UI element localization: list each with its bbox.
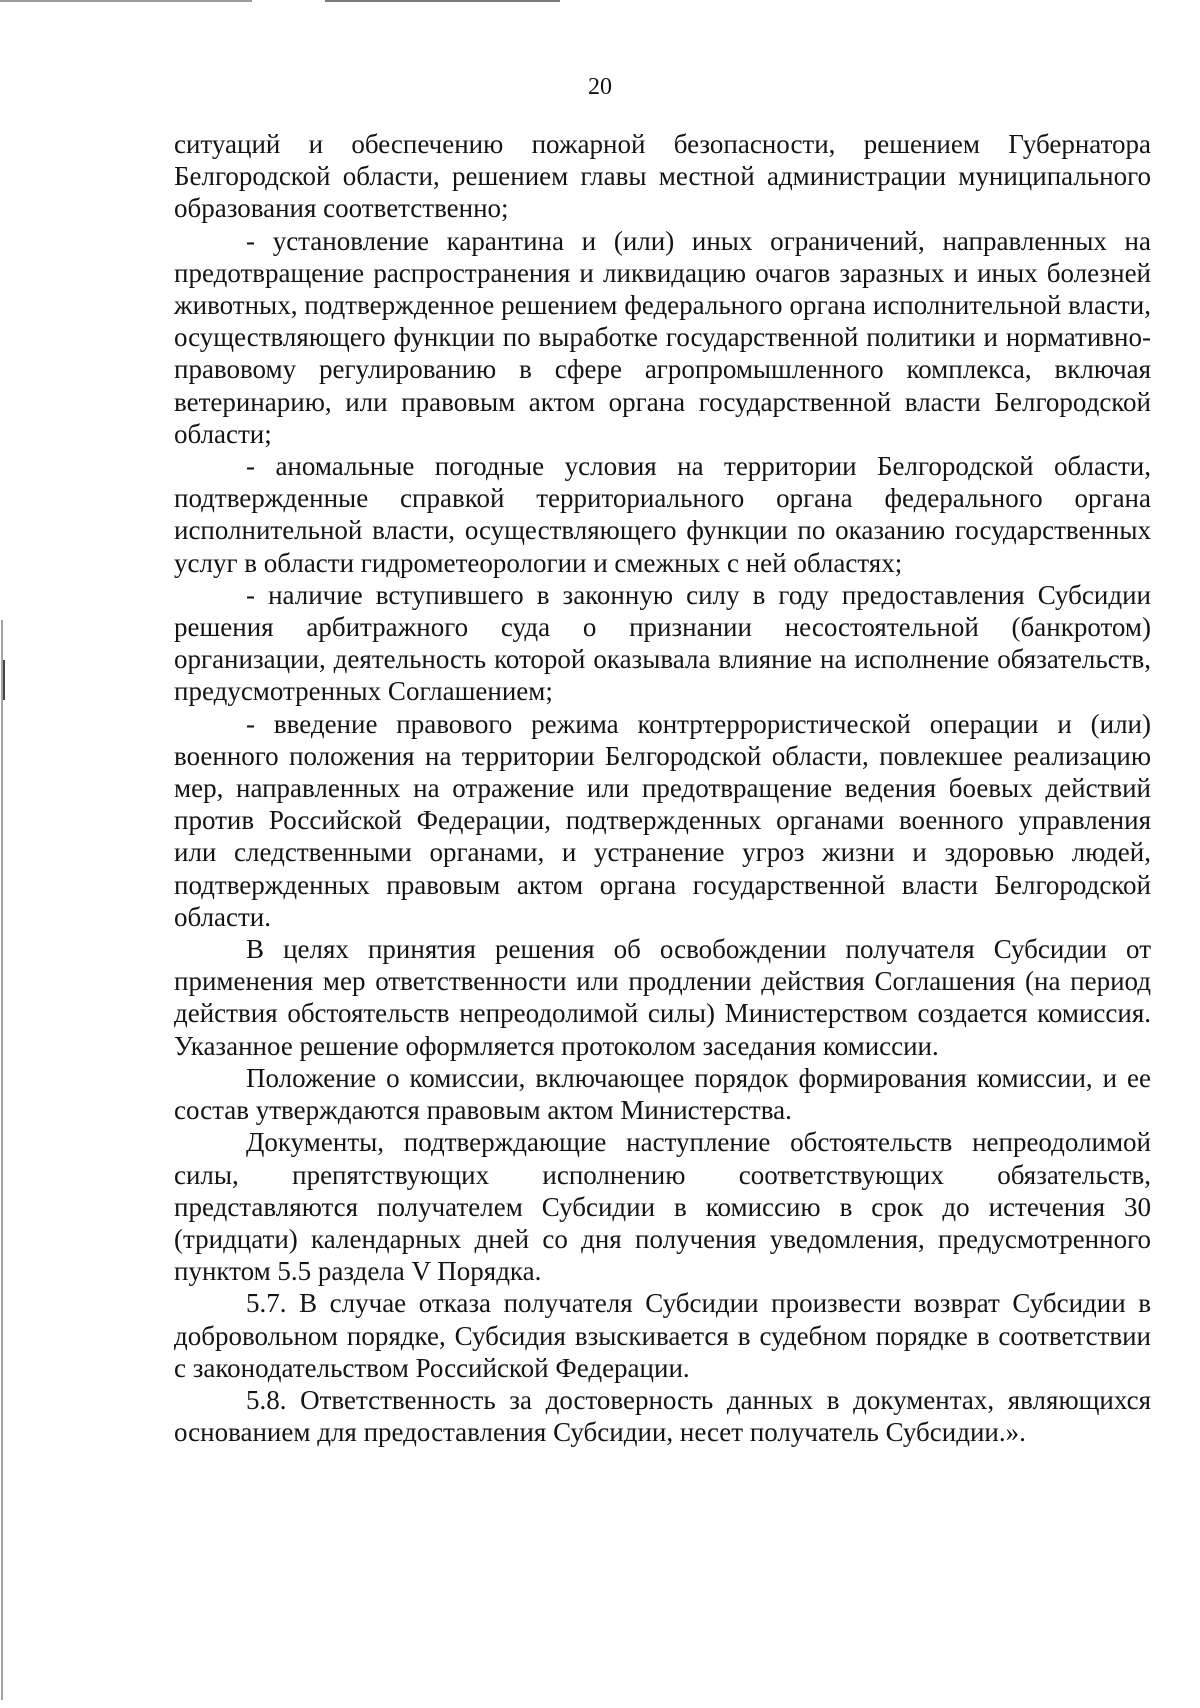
paragraph: - наличие вступившего в законную силу в году предоставления Субсидии решения арбитражного суда о признании несостоятельной (банкротом) организации, деятельность которой оказывала влияние на исполнение обязательств, предусмотренных Соглашением; — [174, 579, 1151, 707]
paragraph: - аномальные погодные условия на территории Белгородской области, подтвержденные справкой территориального органа федерального органа исполнительной власти, осуществляющего функции по оказанию государственных услуг в области гидрометеорологии и смежных с ней областях; — [174, 451, 1151, 578]
scan-edge-mark — [3, 660, 5, 700]
paragraph: 5.8. Ответственность за достоверность данных в документах, являющихся основанием для предоставления Субсидии, несет получатель Субсидии.». — [174, 1384, 1151, 1448]
paragraph: Документы, подтверждающие наступление обстоятельств непреодолимой силы, препятствующих исполнению соответствующих обязательств, представляются получателем Субсидии в комиссию в срок до истечения 30 (тридцати) календарных дней со дня получения уведомления, предусмотренного пунктом 5.5 раздела V Порядка. — [174, 1127, 1151, 1287]
paragraph: Положение о комиссии, включающее порядок формирования комиссии, и ее состав утверждаются правовым актом Министерства. — [174, 1062, 1151, 1126]
paragraph: В целях принятия решения об освобождении получателя Субсидии от применения мер ответственности или продлении действия Соглашения (на период действия обстоятельств непреодолимой силы) Министерством создается комиссия. Указанное решение оформляется протоколом заседания комиссии. — [174, 934, 1151, 1061]
page-number: 20 — [588, 74, 612, 100]
paragraph: 5.7. В случае отказа получателя Субсидии произвести возврат Субсидии в добровольном порядке, Субсидия взыскивается в судебном порядке в соответствии с законодательством Российской Федерации. — [174, 1288, 1151, 1383]
paragraph: ситуаций и обеспечению пожарной безопасности, решением Губернатора Белгородской области, решением главы местной администрации муниципального образования соответственно; — [174, 129, 1151, 224]
paragraph: - введение правового режима контртеррористической операции и (или) военного положения на территории Белгородской области, повлекшее реализацию мер, направленных на отражение или предотвращение ведения боевых действий против Российской Федерации, подтвержденных органами военного управления или следственными органами, и устранение угроз жизни и здоровью людей, подтвержденных правовым актом органа государственной власти Белгородской области. — [174, 708, 1151, 932]
scan-edge-line — [1, 620, 3, 1700]
scan-edge-line — [0, 0, 560, 2]
document-body — [174, 128, 1151, 1448]
paragraph: - установление карантина и (или) иных ограничений, направленных на предотвращение распространения и ликвидацию очагов заразных и иных болезней животных, подтвержденное решением федерального органа исполнительной власти, осуществляющего функции по выработке государственной политики и нормативно-правовому регулированию в сфере агропромышленного комплекса, включая ветеринарию, или правовым актом органа государственной власти Белгородской области; — [174, 225, 1151, 449]
